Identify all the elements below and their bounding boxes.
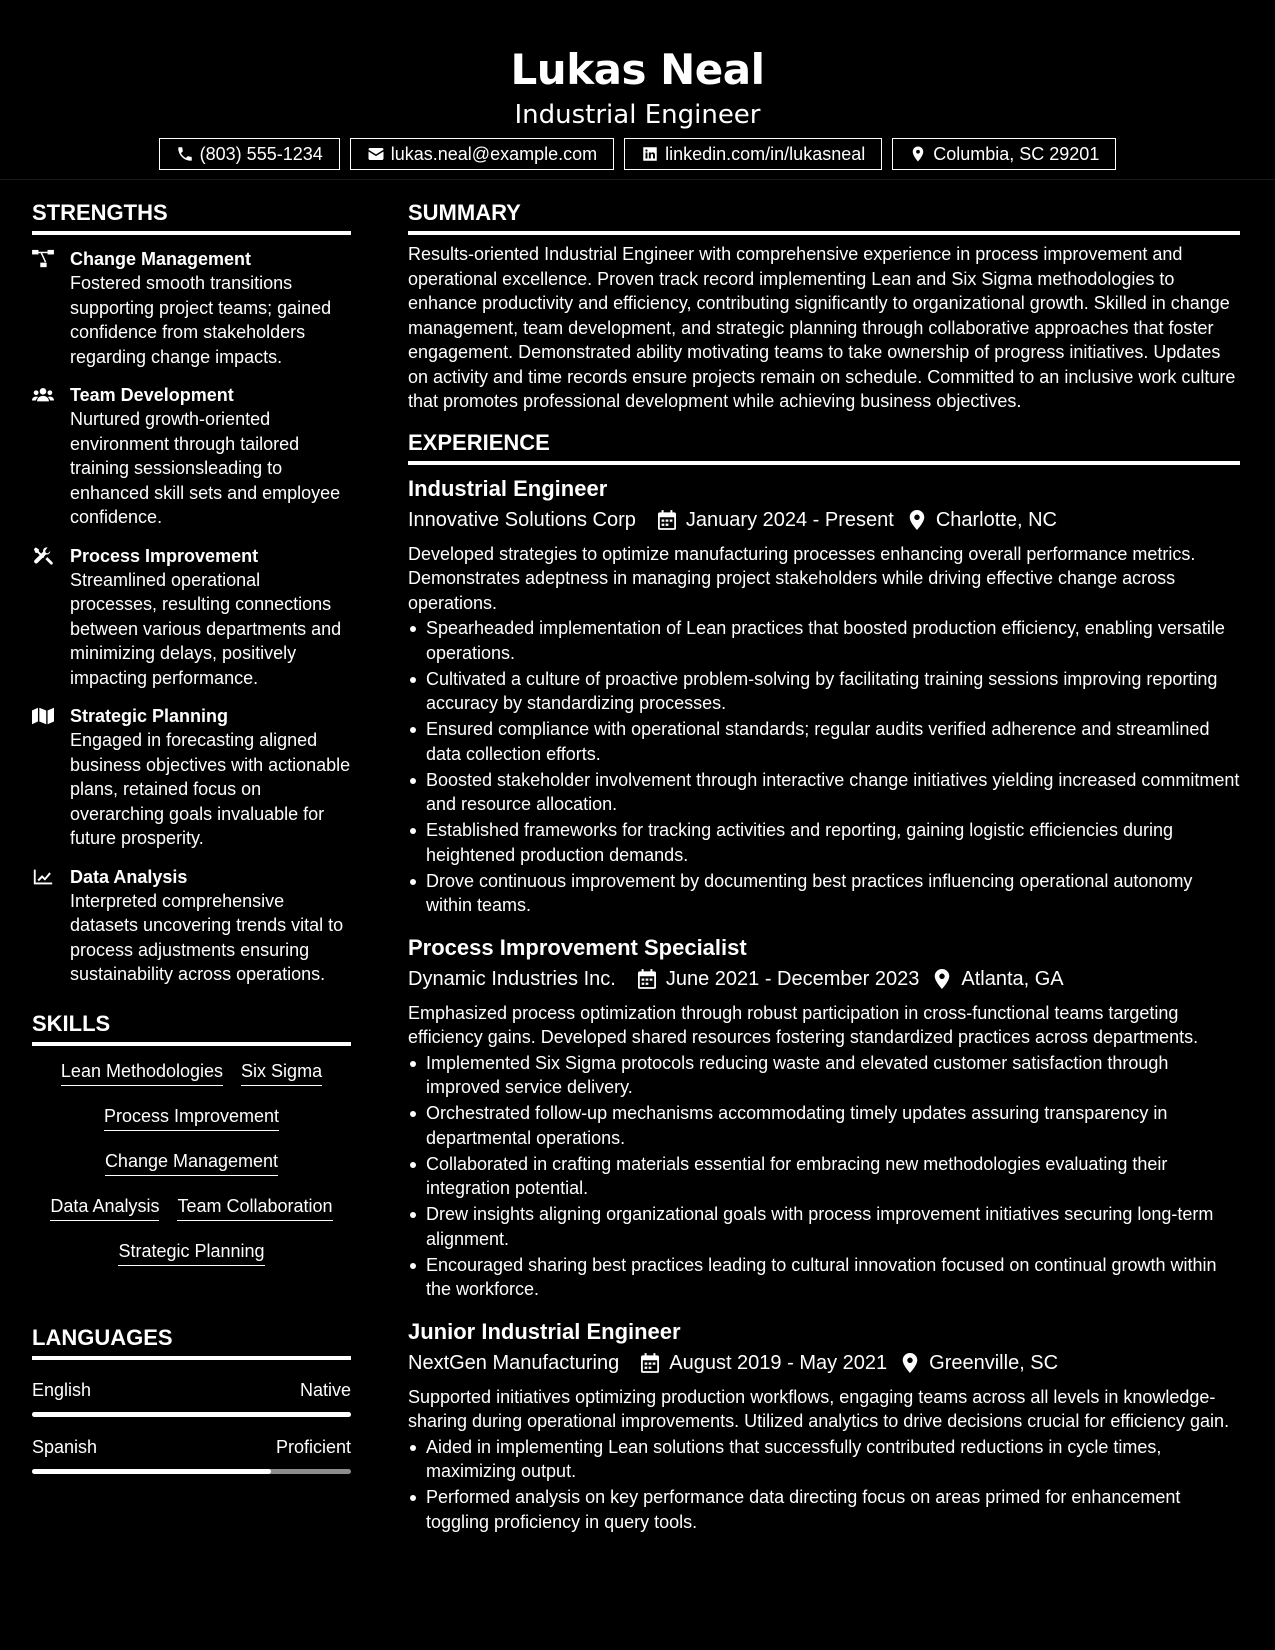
strength-item	[32, 704, 351, 851]
skills-list	[32, 1046, 351, 1283]
job-dates: January 2024 - Present	[685, 508, 894, 531]
job-bullet: Ensured compliance with operational standards; regular audits verified adherence and streamlined data collection efforts.	[408, 717, 1240, 766]
strength-desc: Streamlined operational processes, resulting connections between various departments and minimizing delays, positively impacting performance.	[70, 569, 342, 688]
strength-item	[32, 383, 351, 530]
job-description: Developed strategies to optimize manufacturing processes enhancing overall performance metrics. Demonstrates adeptness in managing project stakeholders while driving effective change across operations.	[408, 543, 1196, 613]
skills-heading: SKILLS	[32, 1009, 351, 1046]
job-bullets	[408, 1435, 1240, 1535]
envelope-icon	[367, 145, 385, 163]
strength-item	[32, 544, 351, 691]
calendar-icon	[638, 969, 656, 989]
strength-title: Strategic Planning	[70, 706, 229, 726]
linkedin-text: linkedin.com/in/lukasneal	[665, 143, 866, 164]
job-description: Supported initiatives optimizing production workflows, engaging teams across all levels in knowledge-sharing during operational improvements. Utilized analytics to drive decisions crucial for efficiency gain.	[408, 1386, 1230, 1431]
job-bullet: Spearheaded implementation of Lean practices that boosted production efficiency, enabling versatile operations.	[408, 616, 1240, 665]
linkedin-icon	[641, 145, 659, 163]
strength-desc: Nurtured growth-oriented environment through tailored training sessionsleading to enhanced skill sets and employee confidence.	[70, 409, 341, 527]
job-bullet: Aided in implementing Lean solutions that successfully contributed reductions in cycle times, maximizing output.	[408, 1435, 1240, 1484]
job-bullet: Orchestrated follow-up mechanisms accommodating timely updates assuring transparency in departmental operations.	[408, 1101, 1240, 1150]
job-bullet: Boosted stakeholder involvement through interactive change initiatives yielding increased commitment and resource allocation.	[408, 768, 1240, 817]
skill-tag: Team Collaboration	[177, 1193, 332, 1221]
map-marker-icon	[933, 969, 951, 989]
phone-text: (803) 555-1234	[199, 143, 323, 164]
languages-section	[32, 1323, 351, 1474]
job-bullet: Established frameworks for tracking activities and reporting, gaining logistic efficiencies during heightened production demands.	[408, 818, 1240, 867]
job-company: Dynamic Industries Inc.	[408, 967, 616, 990]
job-bullet: Collaborated in crafting materials essential for embracing new methodologies evaluating their integration potential.	[408, 1152, 1240, 1201]
strength-desc: Engaged in forecasting aligned business objectives with actionable plans, retained focus on overarching goals invaluable for future prosperity.	[70, 730, 351, 848]
job-location: Atlanta, GA	[961, 967, 1064, 990]
job-bullet: Implemented Six Sigma protocols reducing waste and elevated customer satisfaction through improved service delivery.	[408, 1051, 1240, 1100]
job-entry	[408, 934, 1240, 1302]
strength-title: Change Management	[70, 249, 252, 269]
sitemap-icon	[32, 249, 54, 269]
language-proficiency-bar	[32, 1469, 351, 1474]
summary-section	[408, 198, 1240, 414]
map-marker-icon	[901, 1353, 919, 1373]
job-dates: August 2019 - May 2021	[669, 1351, 888, 1374]
candidate-name: Lukas Neal	[510, 45, 765, 94]
strength-desc: Interpreted comprehensive datasets uncovering trends vital to process adjustments ensuring sustainability across operations.	[70, 890, 344, 984]
contact-bar	[0, 138, 1275, 170]
job-meta	[408, 1349, 1240, 1377]
language-name: Spanish	[32, 1436, 98, 1457]
job-title: Industrial Engineer	[408, 475, 608, 501]
languages-heading: LANGUAGES	[32, 1323, 351, 1360]
job-bullet: Drove continuous improvement by documenting best practices influencing operational autonomy within teams.	[408, 869, 1240, 918]
job-description: Emphasized process optimization through robust participation in cross-functional teams targeting efficiency gains. Developed shared resources fostering standardized practices across departments.	[408, 1002, 1199, 1047]
job-list	[408, 475, 1240, 1535]
users-icon	[32, 385, 54, 405]
email-text: lukas.neal@example.com	[390, 143, 598, 164]
summary-text: Results-oriented Industrial Engineer with comprehensive experience in process improvement and operational excellence. Proven track record implementing Lean and Six Sigma methodologies to enhance productivity and efficiency, contributing significantly to organizational growth. Skilled in change management, team development, and strategic planning through collaborative approaches that foster engagement. Demonstrated ability motivating teams to take ownership of progress initiatives. Updates on activity and time records ensure projects remain on schedule. Committed to an inclusive work culture that promotes professional development while achieving business objectives.	[408, 244, 1236, 411]
language-item	[32, 1435, 351, 1474]
calendar-icon	[658, 510, 676, 530]
skill-tag: Strategic Planning	[118, 1238, 264, 1266]
job-entry	[408, 1318, 1240, 1535]
strength-title: Data Analysis	[70, 866, 188, 887]
job-location: Greenville, SC	[929, 1351, 1059, 1374]
job-bullets	[408, 1051, 1240, 1302]
job-bullets	[408, 616, 1240, 918]
contact-location[interactable]	[892, 138, 1116, 170]
chart-line-icon	[32, 867, 54, 887]
job-bullet: Encouraged sharing best practices leading to cultural innovation focused on continual growth within the workforce.	[408, 1253, 1240, 1302]
contact-linkedin[interactable]	[624, 138, 882, 170]
job-bullet: Drew insights aligning organizational goals with process improvement initiatives securing long-term alignment.	[408, 1202, 1240, 1251]
candidate-title: Industrial Engineer	[514, 100, 761, 130]
job-title: Junior Industrial Engineer	[408, 1318, 681, 1344]
language-level: Native	[299, 1379, 351, 1400]
strength-item	[32, 247, 351, 369]
job-title: Process Improvement Specialist	[408, 934, 747, 960]
resume-header	[0, 0, 1275, 180]
job-company: Innovative Solutions Corp	[408, 508, 636, 531]
map-marker-icon	[909, 145, 927, 163]
tools-icon	[32, 546, 54, 566]
language-proficiency-bar	[32, 1412, 351, 1417]
location-text: Columbia, SC 29201	[933, 143, 1100, 164]
language-level: Proficient	[275, 1436, 351, 1457]
language-name: English	[32, 1379, 92, 1400]
strength-title: Process Improvement	[70, 545, 259, 566]
job-bullet: Cultivated a culture of proactive problem-solving by facilitating training sessions improving reporting accuracy by standardizing processes.	[408, 667, 1240, 716]
strength-item	[32, 865, 351, 987]
contact-email[interactable]	[350, 138, 614, 170]
strengths-section	[32, 198, 351, 987]
map-icon	[32, 706, 54, 726]
job-meta	[408, 506, 1240, 534]
contact-phone[interactable]	[159, 138, 340, 170]
strengths-heading: STRENGTHS	[32, 198, 351, 235]
strength-desc: Fostered smooth transitions supporting project teams; gained confidence from stakeholders regarding change impacts.	[70, 273, 332, 367]
job-entry	[408, 475, 1240, 918]
job-location: Charlotte, NC	[935, 508, 1057, 531]
skill-tag: Process Improvement	[104, 1103, 279, 1131]
phone-icon	[176, 145, 194, 163]
experience-heading: EXPERIENCE	[408, 428, 1240, 465]
skill-tag: Lean Methodologies	[61, 1058, 223, 1086]
skill-tag: Six Sigma	[241, 1058, 322, 1086]
language-proficiency-fill	[32, 1469, 271, 1474]
strength-title: Team Development	[70, 385, 234, 405]
map-marker-icon	[908, 510, 926, 530]
skill-tag: Change Management	[105, 1148, 278, 1176]
language-item	[32, 1378, 351, 1417]
strengths-list	[32, 235, 351, 987]
skills-section	[32, 1009, 351, 1283]
summary-heading: SUMMARY	[408, 198, 1240, 235]
calendar-icon	[641, 1353, 659, 1373]
right-column	[408, 198, 1240, 1536]
job-bullet: Performed analysis on key performance data directing focus on areas primed for enhancement toggling proficiency in query tools.	[408, 1485, 1240, 1534]
skill-tag: Data Analysis	[50, 1193, 159, 1221]
left-column	[32, 198, 351, 1474]
job-dates: June 2021 - December 2023	[665, 967, 920, 990]
experience-section	[408, 428, 1240, 1535]
job-meta	[408, 965, 1240, 993]
language-proficiency-fill	[32, 1412, 351, 1417]
job-company: NextGen Manufacturing	[408, 1351, 620, 1374]
